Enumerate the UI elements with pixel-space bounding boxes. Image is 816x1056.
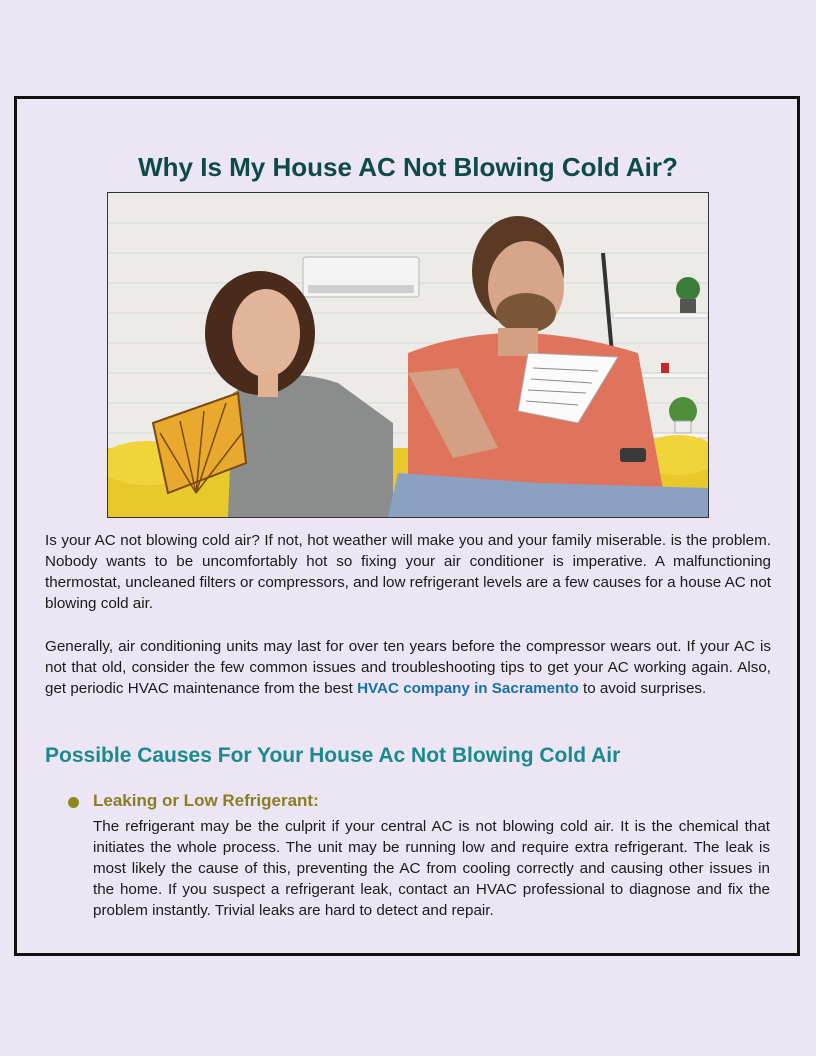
couple-with-fan-and-ac-photo <box>107 192 709 518</box>
intro-paragraph-1: Is your AC not blowing cold air? If not, hot weather will make you and your family miserable. is the problem. Nobody wants to be uncomfortably hot so fixing your air conditioner is imperative. A malfunctioning thermostat, uncleaned filters or compressors, and low refrigerant levels are a few causes for a house AC not blowing cold air. <box>45 532 771 612</box>
bullet-item-title: Leaking or Low Refrigerant: <box>93 791 319 810</box>
intro-paragraph-2 <box>45 636 771 699</box>
intro-paragraph-2-text-after: to avoid surprises. <box>578 680 707 697</box>
bullet-dot-icon <box>68 797 79 808</box>
hvac-company-link[interactable]: HVAC company in Sacramento <box>357 680 579 697</box>
page-title: Why Is My House AC Not Blowing Cold Air? <box>138 152 678 182</box>
section-heading: Possible Causes For Your House Ac Not Blowing Cold Air <box>45 744 621 767</box>
intro-paragraph-2-text-before: Generally, air conditioning units may last for over ten years before the compressor wears out. If your AC is not that old, consider the few common issues and troubleshooting tips to get your AC working again. Also, get periodic HVAC maintenance from the best <box>45 638 771 697</box>
bullet-item-body: The refrigerant may be the culprit if your central AC is not blowing cold air. It is the chemical that initiates the whole process. The unit may be running low and require extra refrigerant. The leak is most likely the cause of this, preventing the AC from cooling correctly and causing other issues in the home. If you suspect a refrigerant leak, contact an HVAC professional to diagnose and fix the problem instantly. Trivial leaks are hard to detect and repair. <box>93 818 770 919</box>
